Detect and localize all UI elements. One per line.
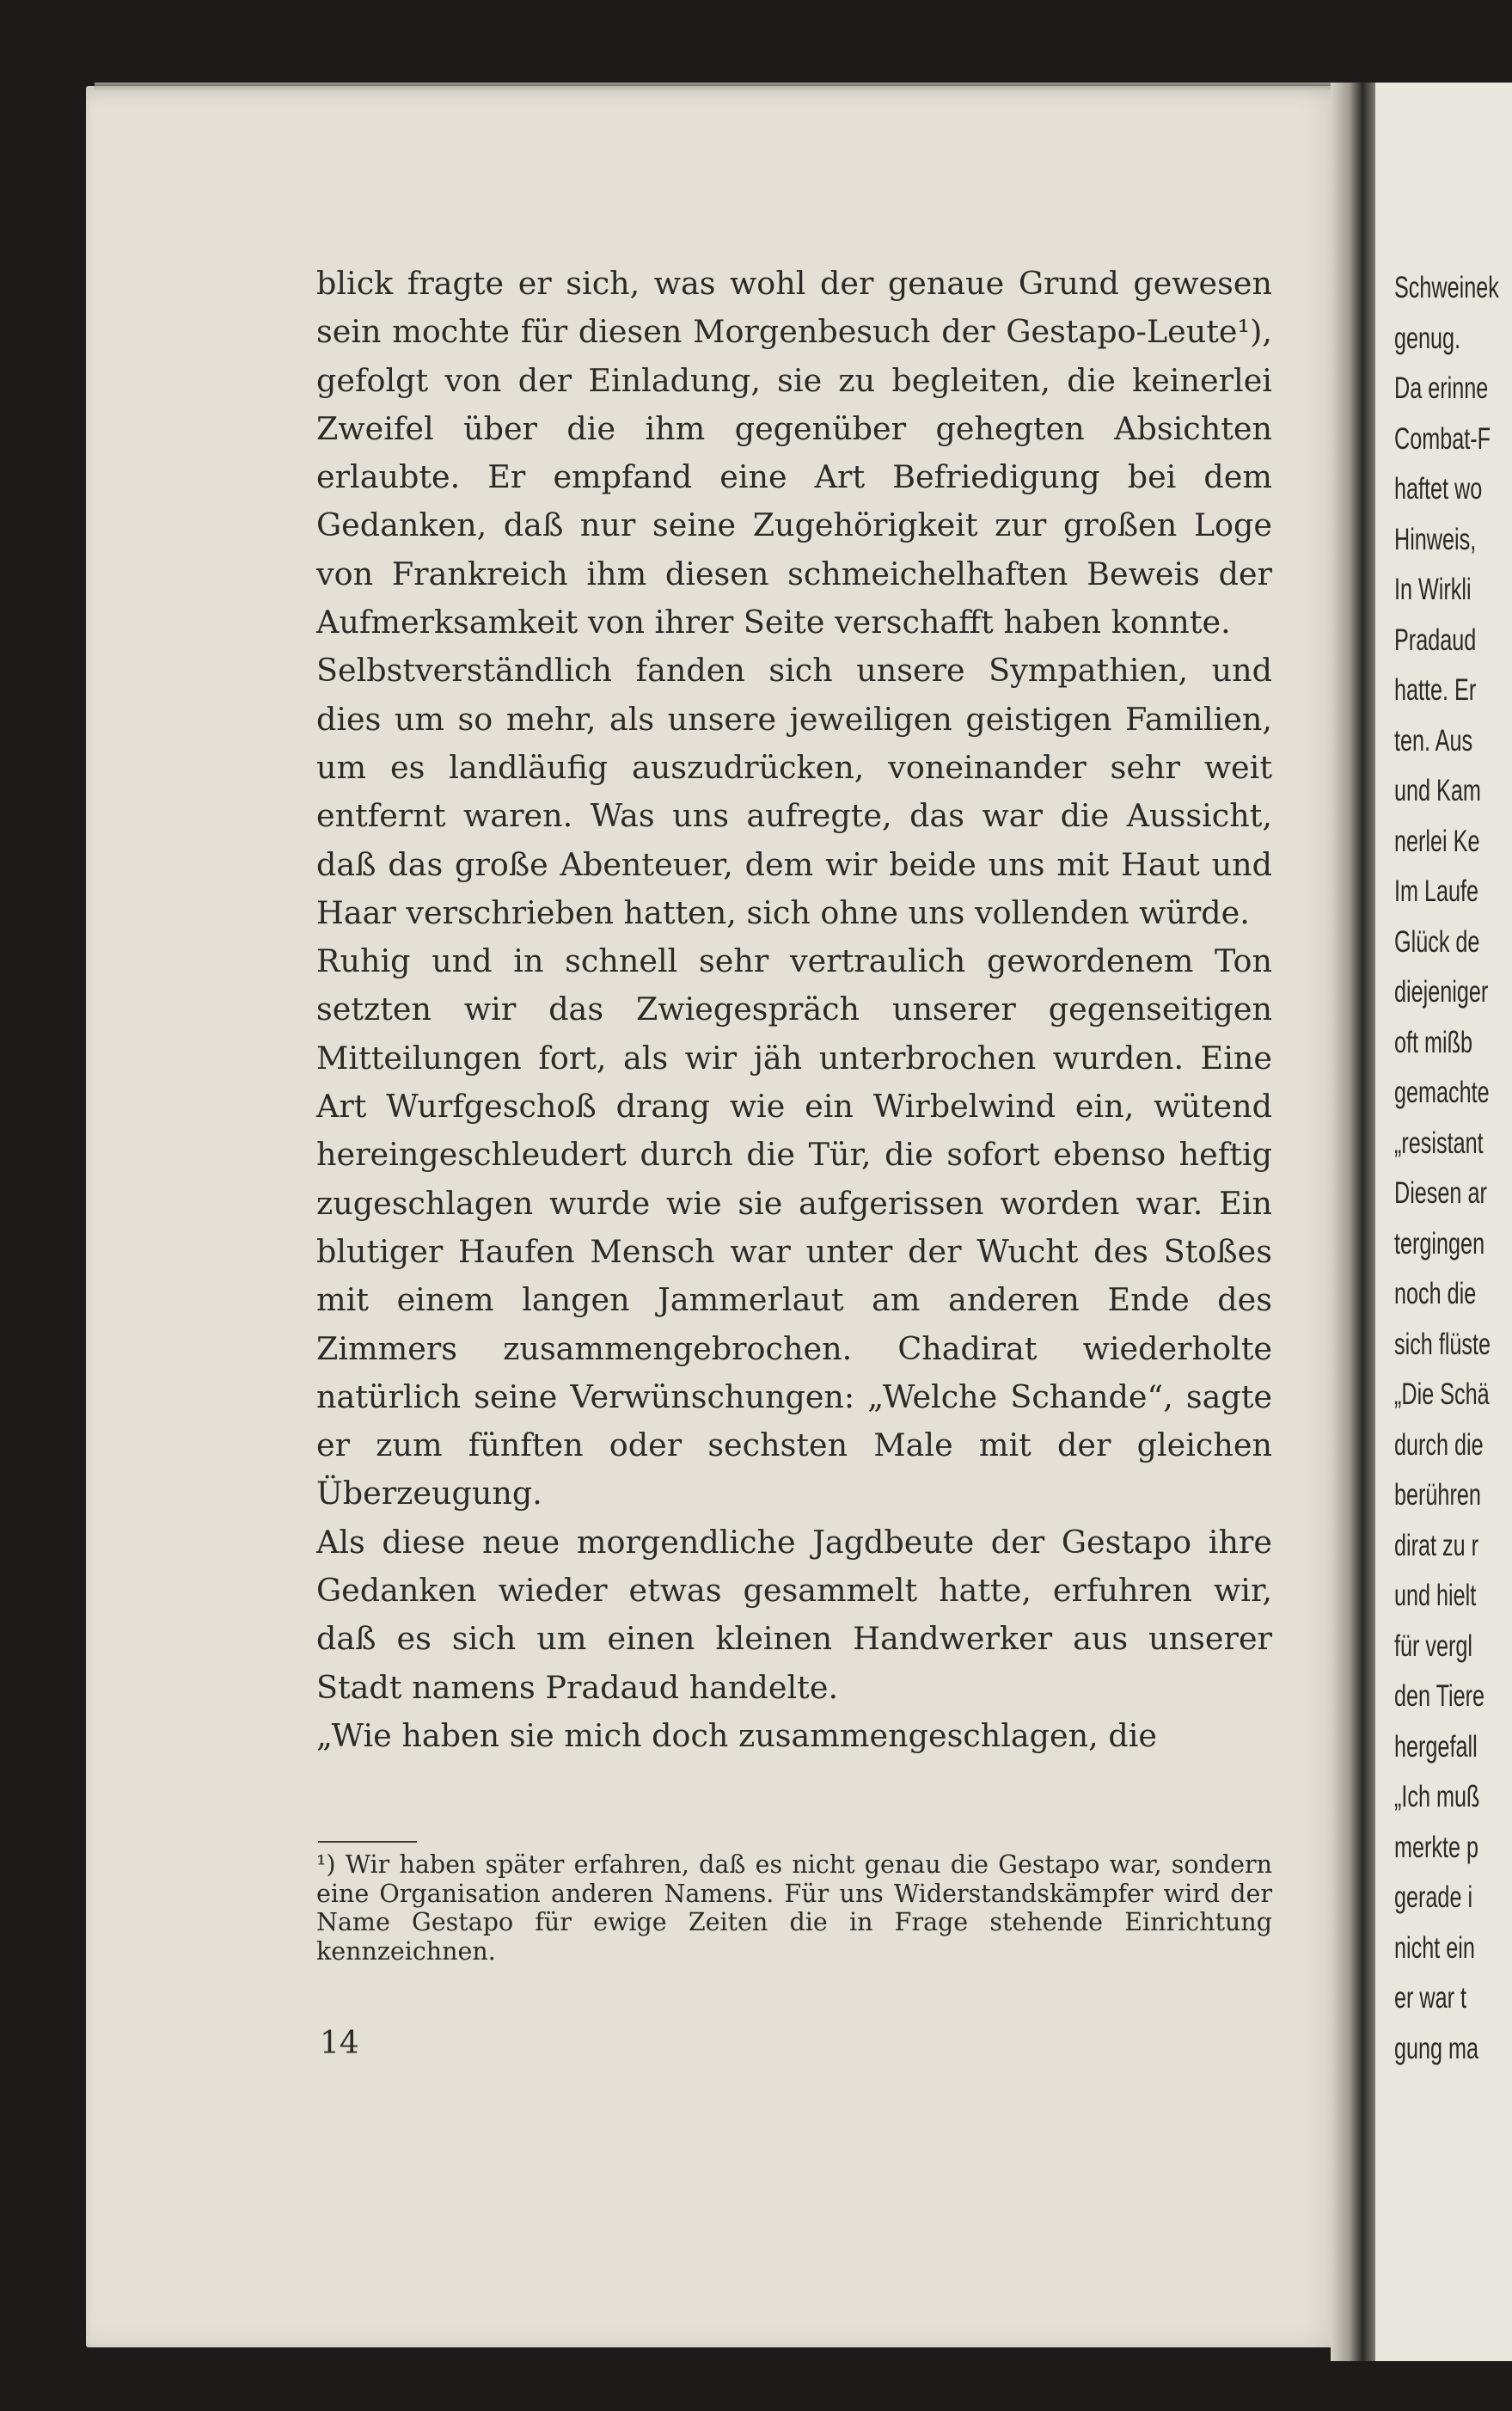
- right-line: Diesen ar: [1394, 1176, 1487, 1210]
- body-text: [316, 260, 1272, 1760]
- right-line: Glück de: [1394, 924, 1480, 959]
- right-line: gung ma: [1394, 2031, 1479, 2065]
- right-line: gerade i: [1394, 1880, 1473, 1914]
- right-line: haftet wo: [1394, 472, 1483, 506]
- right-line: Combat-F: [1394, 421, 1491, 456]
- right-line: ten. Aus: [1394, 723, 1473, 758]
- right-line: nerlei Ke: [1394, 824, 1480, 858]
- right-line: er war t: [1394, 1981, 1467, 2015]
- footnote-divider: [318, 1841, 417, 1843]
- right-line: „resistant: [1394, 1126, 1484, 1160]
- right-line: hatte. Er: [1394, 673, 1477, 707]
- paragraph: blick fragte er sich, was wohl der genaue Grund gewesen sein mochte für diesen Morgenbesuch der Gestapo-Leute¹), gefolgt von der Einladung, sie zu begleiten, die keinerlei Zweifel über die ihm gegenüber gehegten Absichten erlaubte. Er empfand eine Art Befriedigung bei dem Gedanken, daß nur seine Zugehörigkeit zur großen Loge von Frankreich ihm diesen schmeichelhaften Beweis der Aufmerksamkeit von ihrer Seite verschafft haben konnte.: [316, 265, 1272, 641]
- right-line: Pradaud: [1394, 623, 1477, 657]
- right-line: und Kam: [1394, 774, 1481, 807]
- right-line: merkte p: [1394, 1830, 1479, 1864]
- right-line: „Die Schä: [1394, 1377, 1490, 1411]
- right-line: Schweinek: [1394, 271, 1499, 304]
- right-line: den Tiere: [1394, 1679, 1485, 1713]
- right-line: und hielt: [1394, 1579, 1477, 1612]
- right-line: „Ich muß: [1394, 1780, 1480, 1813]
- right-line: sich flüste: [1394, 1327, 1491, 1361]
- right-page-partial: [1375, 83, 1512, 2361]
- right-line: berühren: [1394, 1478, 1481, 1512]
- page-number: 14: [320, 2026, 359, 2061]
- right-line: nicht ein: [1394, 1930, 1475, 1965]
- right-line: dirat zu r: [1394, 1528, 1479, 1562]
- right-line: gemachte: [1394, 1076, 1490, 1109]
- footnote: ¹) Wir haben später erfahren, daß es nicht genau die Gestapo war, sondern eine Organisation anderen Namens. Für uns Widerstandskämpfer wird der Name Gestapo für ewige Zeiten die in Frage stehende Einrichtung kennzeichnen.: [316, 1850, 1272, 1966]
- right-line: noch die: [1394, 1277, 1477, 1310]
- right-line: für vergl: [1394, 1629, 1473, 1663]
- right-line: durch die: [1394, 1427, 1484, 1462]
- right-line: Im Laufe: [1394, 874, 1479, 908]
- right-line: hergefall: [1394, 1729, 1478, 1764]
- right-line: In Wirkli: [1394, 573, 1472, 606]
- right-line: tergingen: [1394, 1226, 1485, 1261]
- right-line: diejeniger: [1394, 975, 1489, 1009]
- right-line: genug.: [1394, 321, 1461, 355]
- right-page-text-fragments: [1394, 263, 1499, 2074]
- paragraph: „Wie haben sie mich doch zusammengeschlagen, die: [316, 1716, 1157, 1754]
- paragraph: Als diese neue morgendliche Jagdbeute der Gestapo ihre Gedanken wieder etwas gesammelt hatte, erfuhren wir, daß es sich um einen kleinen Handwerker aus unserer Stadt namens Pradaud handelte.: [316, 1523, 1272, 1706]
- page-top-edge-shadow: [95, 83, 1332, 91]
- right-line: oft mißb: [1394, 1025, 1473, 1059]
- right-line: Da erinne: [1394, 371, 1489, 405]
- paragraph: Ruhig und in schnell sehr vertraulich gewordenem Ton setzten wir das Zwiegespräch unserer gegenseitigen Mitteilungen fort, als wir jäh unterbrochen wurden. Eine Art Wurfgeschoß drang wie ein Wirbelwind ein, wütend hereingeschleudert durch die Tür, die sofort ebenso heftig zugeschlagen wurde wie sie aufgerissen worden war. Ein blutiger Haufen Mensch war unter der Wucht des Stoßes mit einem langen Jammerlaut am anderen Ende des Zimmers zusammengebrochen. Chadirat wiederholte natürlich seine Verwünschungen: „Welche Schande“, sagte er zum fünften oder sechsten Male mit der gleichen Überzeugung.: [316, 942, 1272, 1512]
- paragraph: Selbstverständlich fanden sich unsere Sympathien, und dies um so mehr, als unsere jeweiligen geistigen Familien, um es landläufig auszudrücken, voneinander sehr weit entfernt waren. Was uns aufregte, das war die Aussicht, daß das große Abenteuer, dem wir beide uns mit Haut und Haar verschrieben hatten, sich ohne uns vollenden würde.: [316, 652, 1272, 931]
- right-line: Hinweis,: [1394, 522, 1477, 556]
